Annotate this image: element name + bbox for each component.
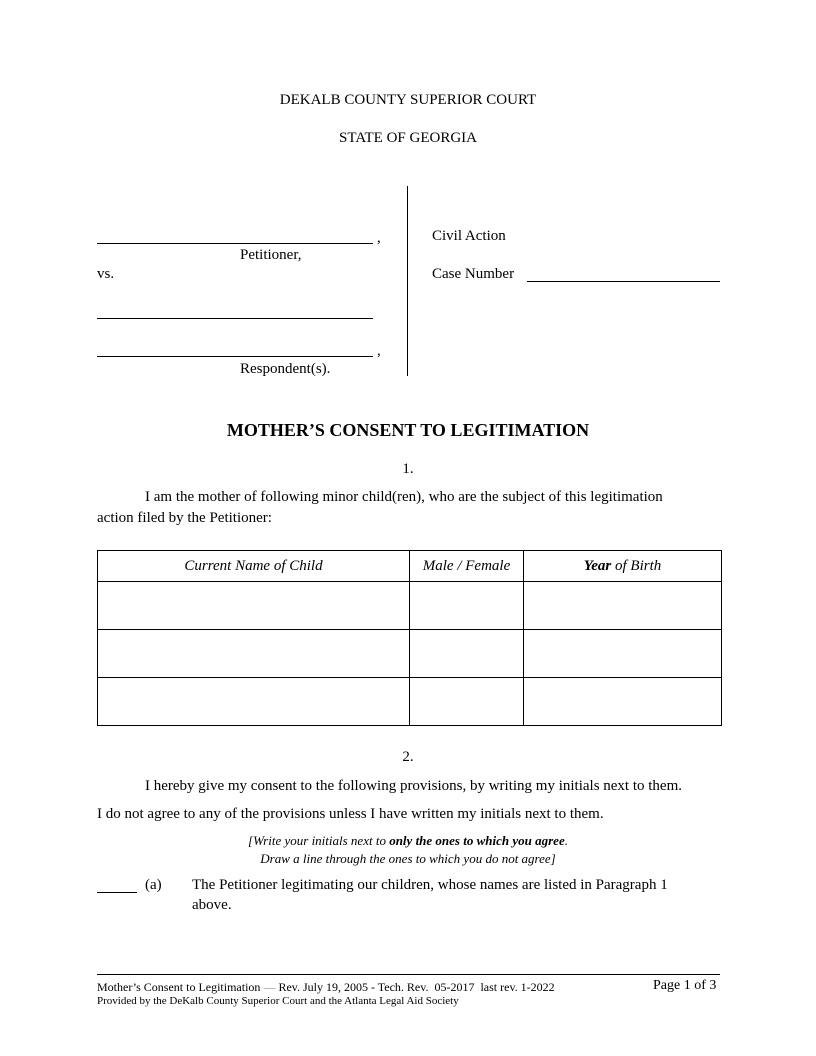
child-name-cell[interactable] <box>98 678 410 726</box>
child-sex-cell[interactable] <box>410 582 524 630</box>
section-1-number: 1. <box>402 461 414 477</box>
section-1-text-line-2: action filed by the Petitioner: <box>97 510 272 526</box>
case-number-label: Case Number <box>432 266 515 282</box>
item-a-text-line-2: above. <box>192 897 232 913</box>
instruction-note-suffix: . <box>564 833 568 848</box>
table-row <box>98 630 722 678</box>
instruction-note-bold: only the ones to which you agree <box>389 833 565 848</box>
caption-divider <box>407 186 408 376</box>
footer-form-line <box>97 980 555 995</box>
petitioner-name-line[interactable] <box>97 243 373 244</box>
child-sex-cell[interactable] <box>410 630 524 678</box>
state-name: STATE OF GEORGIA <box>339 130 477 146</box>
section-1-text-line-1: I am the mother of following minor child(ren), who are the subject of this legitimation <box>145 489 663 505</box>
petitioner-label: Petitioner, <box>240 247 302 263</box>
item-a-label: (a) <box>145 877 162 893</box>
column-header-year-bold: Year <box>583 557 612 574</box>
section-2-text-line-2: I do not agree to any of the provisions unless I have written my initials next to them. <box>97 806 604 822</box>
section-2-number: 2. <box>402 749 414 765</box>
respondent-comma: , <box>377 343 381 359</box>
column-header-year <box>524 551 722 582</box>
petitioner-comma: , <box>377 230 381 246</box>
child-year-cell[interactable] <box>524 630 722 678</box>
child-name-cell[interactable] <box>98 582 410 630</box>
court-name: DEKALB COUNTY SUPERIOR COURT <box>279 92 537 108</box>
column-header-name: Current Name of Child <box>98 551 410 582</box>
civil-action-label: Civil Action <box>432 228 506 244</box>
item-a-text-line-1: The Petitioner legitimating our children, whose names are listed in Paragraph 1 <box>192 877 668 893</box>
child-year-cell[interactable] <box>524 678 722 726</box>
case-number-line[interactable] <box>527 281 720 282</box>
child-sex-cell[interactable] <box>410 678 524 726</box>
instruction-note-line-2: Draw a line through the ones to which you do not agree] <box>260 851 556 866</box>
footer-revision: Rev. July 19, 2005 - Tech. Rev. 05-2017 last rev. 1-2022 <box>278 980 555 994</box>
document-title: MOTHER’S CONSENT TO LEGITIMATION <box>226 420 590 440</box>
footer-dash: — <box>263 980 276 994</box>
column-header-year-rest: of Birth <box>611 557 662 574</box>
instruction-note-prefix: [Write your initials next to <box>248 833 390 848</box>
section-2-text-line-1: I hereby give my consent to the following provisions, by writing my initials next to them. <box>145 778 683 794</box>
footer-form-title: Mother’s Consent to Legitimation <box>97 980 261 994</box>
initials-line-a[interactable] <box>97 892 137 893</box>
table-header-row <box>98 551 722 582</box>
column-header-sex: Male / Female <box>410 551 524 582</box>
footer-rule <box>97 974 720 975</box>
instruction-note-line-1 <box>0 833 816 849</box>
page-number: Page 1 of 3 <box>653 978 717 993</box>
versus-label: vs. <box>97 266 115 282</box>
respondent-label: Respondent(s). <box>240 361 331 377</box>
table-row <box>98 582 722 630</box>
respondent-name-line-2[interactable] <box>97 356 373 357</box>
child-name-cell[interactable] <box>98 630 410 678</box>
children-table <box>97 550 722 726</box>
footer-provided-by: Provided by the DeKalb County Superior Court and the Atlanta Legal Aid Society <box>97 995 459 1007</box>
child-year-cell[interactable] <box>524 582 722 630</box>
respondent-name-line-1[interactable] <box>97 318 373 319</box>
table-row <box>98 678 722 726</box>
